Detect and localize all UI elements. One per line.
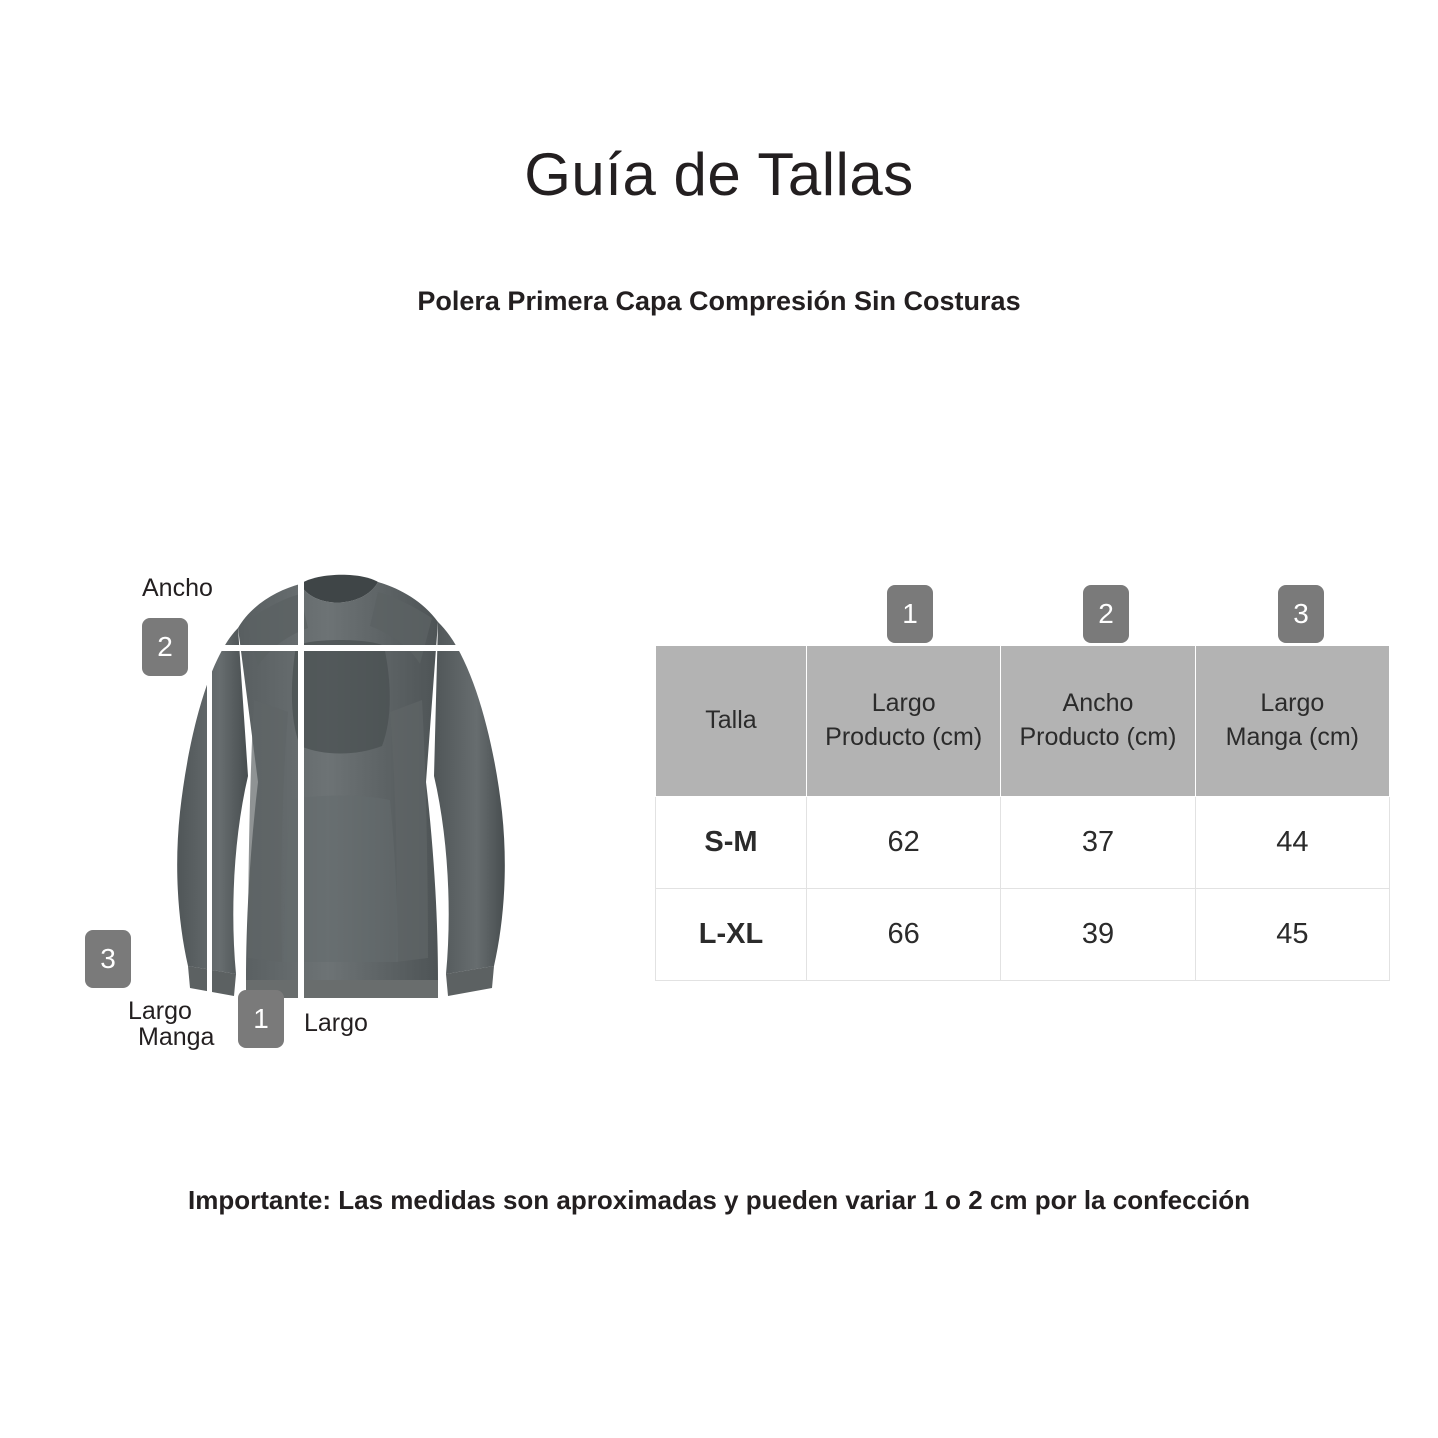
table-tag-3: 3 [1278, 585, 1324, 643]
header-ancho-producto-line2: Producto (cm) [1019, 723, 1177, 751]
table-row [656, 889, 1390, 981]
row-1-largo-manga: 45 [1195, 889, 1389, 981]
row-1-ancho-producto: 39 [1001, 889, 1195, 981]
table-tag-2: 2 [1083, 585, 1129, 643]
table-row [656, 797, 1390, 889]
largo-measure-line [298, 558, 304, 1020]
important-note: Importante: Las medidas son aproximadas y pueden variar 1 o 2 cm por la confección [188, 1185, 1250, 1215]
table-header-row [656, 646, 1390, 797]
ancho-measure-line [220, 645, 530, 651]
row-0-talla: S-M [656, 797, 807, 889]
header-largo-producto [807, 646, 1001, 797]
row-1-talla: L-XL [656, 889, 807, 981]
header-ancho-producto [1001, 646, 1195, 797]
header-largo-manga-line2: Manga (cm) [1225, 723, 1360, 751]
product-subtitle: Polera Primera Capa Compresión Sin Costuras [417, 286, 1021, 316]
diagram-label-largo: Largo [304, 1009, 368, 1037]
row-0-largo-manga: 44 [1195, 797, 1389, 889]
diagram-tag-3: 3 [85, 930, 131, 988]
page-title: Guía de Tallas [524, 141, 914, 208]
row-0-ancho-producto: 37 [1001, 797, 1195, 889]
header-largo-producto-line2: Producto (cm) [825, 723, 983, 751]
garment-diagram [70, 540, 630, 1080]
header-largo-manga [1195, 646, 1389, 797]
table-column-tags [655, 585, 1390, 645]
size-table [655, 645, 1390, 981]
header-largo-producto-line1: Largo [871, 689, 936, 718]
diagram-tag-1: 1 [238, 990, 284, 1048]
diagram-tag-2: 2 [142, 618, 188, 676]
diagram-label-largo-manga-line2: Manga [138, 1023, 215, 1052]
row-0-largo-producto: 62 [807, 797, 1001, 889]
diagram-label-largo-manga [128, 998, 223, 1051]
header-ancho-producto-line1: Ancho [1062, 689, 1134, 718]
diagram-label-largo-manga-line1: Largo [128, 997, 192, 1025]
table-tag-1: 1 [887, 585, 933, 643]
row-1-largo-producto: 66 [807, 889, 1001, 981]
size-table-body [656, 797, 1390, 981]
header-largo-manga-line1: Largo [1260, 689, 1325, 718]
header-talla [656, 646, 807, 797]
header-talla-line1: Talla [705, 706, 757, 735]
size-table-wrapper [655, 645, 1390, 981]
compression-shirt-illustration [150, 550, 570, 1050]
diagram-label-ancho: Ancho [142, 574, 213, 602]
largo-manga-measure-line [207, 630, 212, 1030]
size-table-head [656, 646, 1390, 797]
